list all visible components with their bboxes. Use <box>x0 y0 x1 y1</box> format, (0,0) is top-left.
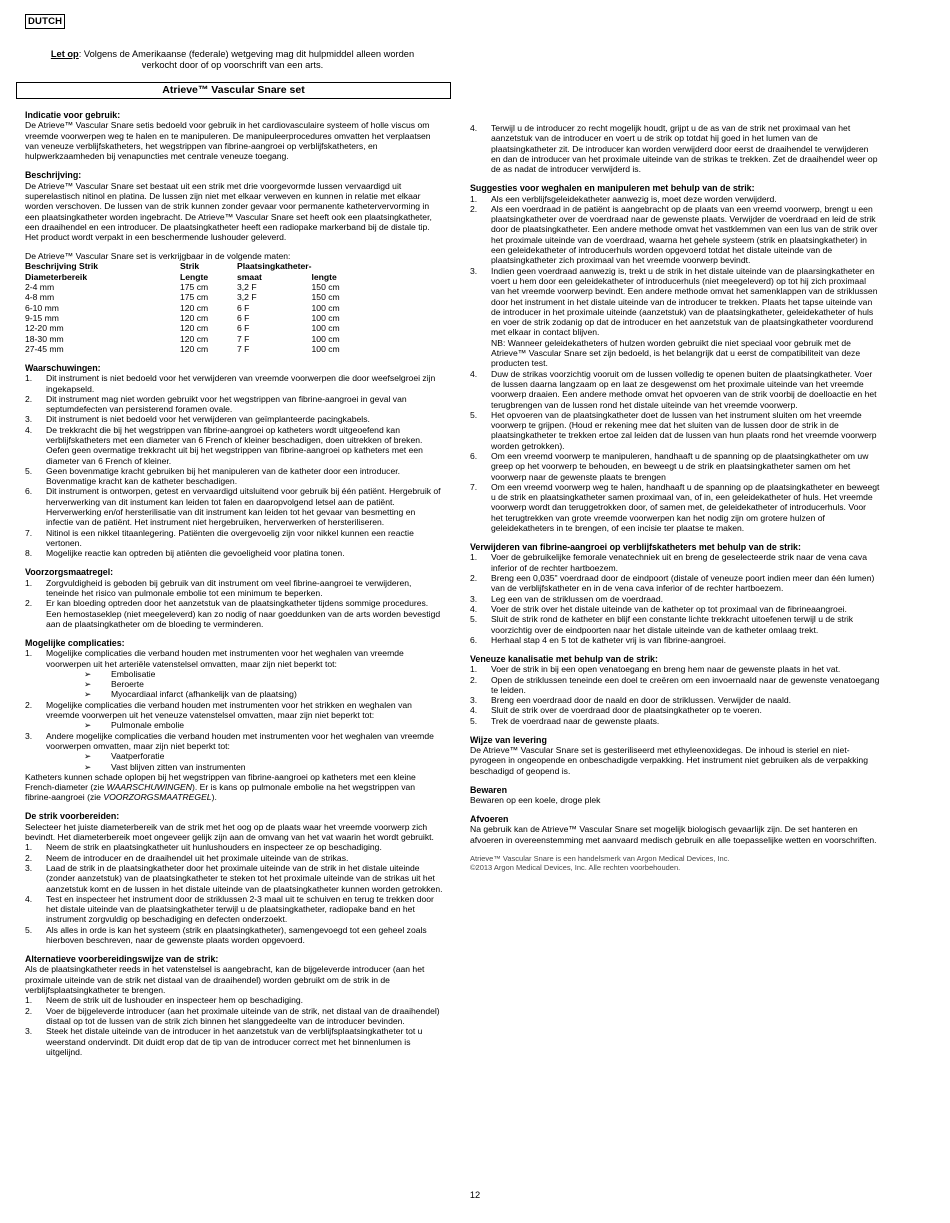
bullet-item <box>84 720 443 730</box>
arrow-bullet-icon: ➢ <box>84 679 92 690</box>
list-text: Duw de strikas voorzichtig vooruit om de lussen volledig te openen buiten de plaatsingkatheter. Voer de lussen daarna langzaam op en laat ze desgewenst om het proximale uiteinde van het vreemde voorwerp draaien. Een andere methode omvat het opvoeren van de strik voorbij de doelloactie en het terugbrengen van de lussen rond het distale uiteinde van het vreemde voorwerp. <box>491 368 877 410</box>
list-item <box>470 594 880 604</box>
table-cell: 120 cm <box>180 333 209 344</box>
list-item <box>25 995 443 1005</box>
section-heading: Beschrijving: <box>25 170 82 181</box>
column-header: Plaatsingkatheter- <box>237 261 312 272</box>
table-cell: 12-20 mm <box>25 323 64 334</box>
list-text: Sluit de strik over de voerdraad door de plaatsingkatheter op te voeren. <box>491 705 762 716</box>
bullet-item <box>84 762 443 772</box>
table-cell: 175 cm <box>180 292 209 303</box>
column-header: smaat <box>237 271 262 282</box>
section-text: De Atrieve™ Vascular Snare set bestaat uit een strik met drie voorgevormde lussen vervaardigd uit superelastisch nitinol en platina. De lussen zijn niet met elkaar verweven en kunnen in relatie met elkaar worden verschoven. De lussen van de strik kunnen zonder gevaar voor permanente kathetervervorming in een plaatsingkatheter worden ingebracht. De Atrieve™ Vascular Snare set heeft ook een plaatsingkatheter, een draaihendel en een introducer. De plaatsingkatheter heeft een radiopake markerband bij de distale tip. Het product wordt verpakt in een beschermende lushouder geleverd. <box>25 180 432 243</box>
right-column <box>470 123 880 872</box>
list-text: Om een vreemd voorwerp te manipuleren, handhaaft u de spanning op de plaatsingkatheter om uw greep op het voorwerp te behouden, en beweegt u de strik en plaatsingkatheter samen om het voorwerp naar de gewenste plaats te brengen <box>491 451 869 482</box>
section-text: Selecteer het juiste diameterbereik van de strik met het oog op de plaats waar het vreemde voorwerp zich bevindt. Het diameterbereik moet ongeveer gelijk zijn aan de omvang van het vat waarin het wordt gebruikt. <box>25 821 434 843</box>
alternative-section <box>25 954 443 1057</box>
list-item <box>25 528 443 549</box>
table-cell: 120 cm <box>180 343 209 354</box>
list-item <box>25 394 443 415</box>
bullet-text: Myocardiaal infarct (afhankelijk van de plaatsing) <box>111 689 297 700</box>
table-cell: 120 cm <box>180 312 209 323</box>
prepare-steps <box>25 842 443 945</box>
list-text: Breng een 0,035" voerdraad door de eindpoort (distale of veneuze poort indien meer dan één lumen) van de verblijfskatheter en in de vena cava inferior of de rechter hartboezem. <box>491 573 875 594</box>
list-item <box>470 705 880 715</box>
arrow-bullet-icon: ➢ <box>84 720 92 731</box>
list-number: 5. <box>470 409 478 420</box>
column-header: Lengte <box>180 271 209 282</box>
list-text: Neem de strik uit de lushouder en inspecteer hem op beschadiging. <box>46 995 304 1006</box>
list-item <box>470 614 880 635</box>
section-heading: Waarschuwingen: <box>25 362 101 373</box>
language-tag: DUTCH <box>25 14 65 29</box>
table-cell: 18-30 mm <box>25 333 64 344</box>
table-cell: 3,2 F <box>237 282 257 293</box>
list-number: 1. <box>25 995 33 1006</box>
list-number: 1. <box>25 373 33 384</box>
list-number: 3. <box>25 862 33 873</box>
list-item <box>470 482 880 533</box>
list-number: 1. <box>470 552 478 563</box>
list-number: 6. <box>470 451 478 461</box>
bullet-item <box>84 669 443 679</box>
warnings-reference: WAARSCHUWINGEN <box>106 782 192 793</box>
list-item <box>470 194 880 204</box>
fibrin-section <box>470 542 880 645</box>
list-item <box>25 853 443 863</box>
table-row <box>25 323 372 333</box>
section-text: De Atrieve™ Vascular Snare setis bedoeld voor gebruik in het cardiovasculaire systeem of holle viscus om vreemde voorwerpen weg te halen en te manipuleren. De manipuleerprocedures omvatten het verplaatsen van veneuze verblijfskatheters, het wegstrippen van fibrine-aangroei op verblijfskatheters, en hulpwerkzaamheden bij venapuncties met centrale veneuze toegang. <box>25 120 431 162</box>
precautions-section <box>25 567 443 629</box>
column-header: Beschrijving Strik <box>25 261 99 272</box>
table-row <box>25 334 372 344</box>
suggestions-list <box>470 194 880 534</box>
list-text: Als een voerdraad in de patiënt is aangebracht op de plaats van een vreemd voorwerp, brengt u een plaatsingkatheter over de voerdraad naar de gewenste plaats. Verwijder de voerdraad en leid de strik door de plaatsingkatheter. Een andere methode omvat het vastklemmen van een lus van de strik over het proximale uiteinde van de voerdraad, waarna het gehele systeem (strik en plaatsingkatheter) in een geleidekatheter of introducerhuls worden opgevoerd totdat het distale uiteinde van de plaatsingkatheter zich proximaal van het vreemde voorwerp bevindt. <box>491 203 878 266</box>
list-text: Neem de strik en plaatsingkatheter uit hunlushouders en inspecteer ze op beschadiging. <box>46 842 382 853</box>
arrow-bullet-icon: ➢ <box>84 751 92 762</box>
list-number: 1. <box>470 193 478 204</box>
list-number: 1. <box>470 664 478 675</box>
indication-section <box>25 110 443 162</box>
list-number: 3. <box>25 1026 33 1037</box>
list-text: Het opvoeren van de plaatsingkatheter doet de lussen van het instrument sluiten om het vreemde voorwerp te grijpen. (Houd er rekening mee dat het sluiten van de lussen door de strik in de plaatsingkatheter te trekken ertoe zal leiden dat de lussen van hun plaats rond het vreemde voorwerp worden getrokken). <box>491 409 877 451</box>
list-number: 2. <box>470 674 478 685</box>
list-text: Als een verblijfsgeleidekatheter aanwezig is, moet deze worden verwijderd. <box>491 193 777 204</box>
table-cell: 120 cm <box>180 323 209 334</box>
section-text: Bewaren op een koele, droge plek <box>470 795 601 806</box>
list-number: 4. <box>25 893 33 904</box>
complications-note: Katheters kunnen schade oplopen bij het wegstrippen van fibrine-aangroei op katheters met een kleine French-diameter (zie WAARSCHUWINGEN). Er is kans op pulmonale embolie na het wegstrippen van fibrine-aangroei (zie VOORZORGSMAATREGEL). <box>25 771 416 803</box>
description-section <box>25 170 443 242</box>
table-cell: 6 F <box>237 312 250 323</box>
table-header-row <box>25 261 372 271</box>
list-item <box>470 635 880 645</box>
list-number: 5. <box>470 715 478 726</box>
list-text: Terwijl u de introducer zo recht mogelijk houdt, grijpt u de as van de strik net proximaal van het aanzetstuk van de introducer en voert u de strik op totdat hij goed in het lumen van de plaatsingkatheter zit. De introducer kan worden verwijderd door eerst de draaihendel te verwijderen en dan de introducer van het proximale uiteinde van de strikas te trekken. Zet de draaihendel weer op de as nadat de introducer verwijderd is. <box>491 123 878 175</box>
list-text: Test en inspecteer het instrument door de striklussen 2-3 maal uit te schuiven en terug te trekken door het distale uiteinde van de plaatsingkatheter terwijl u de plaatsingkatheter, radiopake band en het instrument zorgvuldig op beschadiging en defecten onderzoekt. <box>46 893 434 925</box>
list-text: Laad de strik in de plaatsingkatheter door het proximale uiteinde van de strik in het distale uiteinde (zonder aanzetstuk) van de plaatsingkatheter te steken tot het proximale uiteinde van de strikas uit het aanzetstuk komt en de lussen in het distale uiteinde van de plaatsingkatheter kunnen worden getrokken. <box>46 862 443 894</box>
suggestions-section <box>470 183 880 533</box>
table-row <box>25 282 372 292</box>
list-item <box>470 266 880 369</box>
table-cell: 3,2 F <box>237 292 257 303</box>
table-header-row <box>25 272 372 282</box>
list-text: Dit instrument is niet bedoeld voor het verwijderen van geïmplanteerde pacingkabels. <box>46 414 370 425</box>
left-column <box>25 110 443 1057</box>
list-text: Voer de gebruikelijke femorale venatechniek uit en breng de geselecteerde strik naar de vena cava inferior of de rechter hartboezem. <box>491 552 867 573</box>
bullet-list <box>25 669 443 700</box>
list-text: Open de striklussen teneinde een doel te creëren om een invoernaald naar de gewenste venatoegang te leiden. <box>491 674 880 695</box>
list-item <box>25 578 443 599</box>
list-number: 3. <box>25 414 33 425</box>
trademark-line: Atrieve™ Vascular Snare is een handelsmerk van Argon Medical Devices, Inc. <box>470 853 730 863</box>
column-header: lengte <box>311 271 337 282</box>
precaution-reference: VOORZORGSMAATREGEL <box>103 792 212 803</box>
list-number: 3. <box>470 265 478 276</box>
list-number: 2. <box>25 852 33 863</box>
bullet-text: Pulmonale embolie <box>111 720 185 731</box>
table-cell: 6 F <box>237 323 250 334</box>
table-cell: 100 cm <box>311 323 340 334</box>
bullet-text: Embolisatie <box>111 668 156 679</box>
storage-section <box>470 785 880 806</box>
sizes-intro: De Atrieve™ Vascular Snare set is verkrijgbaar in de volgende maten: <box>25 251 291 262</box>
list-text: Sluit de strik rond de katheter en blijf een constante lichte trekkracht uitoefenen terwijl u de strik voorzichtig over de eindpoorten naar het distale uiteinde van de katheter omlaag trekt. <box>491 614 854 635</box>
venous-steps <box>470 664 880 726</box>
bullet-item <box>84 679 443 689</box>
list-number: 6. <box>25 486 33 497</box>
bullet-item <box>84 751 443 761</box>
list-number: 1. <box>25 842 33 853</box>
list-text: Steek het distale uiteinde van de introducer in het aanzetstuk van de verblijfsplaatsingkatheter tot u weerstand ondervindt. Dit duidt erop dat de tip van de introducer correct met het binnenlumen is uitgelijnd. <box>46 1026 423 1057</box>
arrow-bullet-icon: ➢ <box>84 689 92 700</box>
table-cell: 4-8 mm <box>25 292 55 303</box>
list-text: Breng een voerdraad door de naald en door de striklussen. Verwijder de naald. <box>491 695 792 706</box>
list-text: Herhaal stap 4 en 5 tot de katheter vrij is van fibrine-aangroei. <box>491 634 727 645</box>
list-text: Nitinol is een nikkel titaanlegering. Patiënten die overgevoelig zijn voor nikkel kunnen een reactie vertonen. <box>46 527 414 548</box>
list-item <box>470 369 880 410</box>
list-text: Als alles in orde is kan het systeem (strik en plaatsingkatheter), samengevoegd tot een geheel zoals hierboven beschreven, naar de gewenste plaats worden opgevoerd. <box>46 924 427 946</box>
list-item <box>25 894 443 925</box>
list-text: Andere mogelijke complicaties die verband houden met instrumenten voor het weghalen van vreemde voorwerpen omvatten, maar zijn niet beperkt tot: <box>46 730 434 751</box>
list-text: Voer de strik over het distale uiteinde van de katheter op tot proximaal van de fibrineaangroei. <box>491 603 847 614</box>
table-cell: 150 cm <box>311 292 340 303</box>
sizes-section <box>25 251 443 354</box>
section-heading: Bewaren <box>470 784 507 795</box>
list-number: 2. <box>25 598 33 609</box>
bullet-text: Vast blijven zitten van instrumenten <box>111 761 246 772</box>
table-cell: 7 F <box>237 333 250 344</box>
list-text: Mogelijke complicaties die verband houden met instrumenten voor het weghalen van vreemde voorwerpen uit het arteriële vatenstelsel omvatten, maar zijn niet beperkt tot: <box>46 648 404 669</box>
list-number: 2. <box>25 1005 33 1016</box>
list-text: Mogelijke reactie kan optreden bij atiënten die gevoeligheid voor platina tonen. <box>46 548 345 559</box>
list-item <box>470 573 880 594</box>
list-number: 5. <box>470 614 478 625</box>
section-heading: Afvoeren <box>470 814 509 825</box>
list-item <box>25 414 443 424</box>
list-item <box>25 731 443 752</box>
legal-notice <box>40 49 425 71</box>
list-item <box>25 425 443 466</box>
table-cell: 6 F <box>237 302 250 313</box>
column-header: Strik <box>180 261 200 272</box>
table-cell: 100 cm <box>311 343 340 354</box>
section-text: Als de plaatsingkatheter reeds in het vatenstelsel is aangebracht, kan de bijgeleverde introducer (aan het proximale uiteinde van de strik net distaal van de draaihendel) worden gebruikt om de strik in de verblijfsplaatsingkatheter te brengen. <box>25 964 425 996</box>
delivery-section <box>470 735 880 776</box>
list-text: Dit instrument is niet bedoeld voor het verwijderen van vreemde voorwerpen die door weefselgroei zijn ingekapseld. <box>46 373 436 394</box>
prepare-section <box>25 811 443 945</box>
list-text: Mogelijke complicaties die verband houden met instrumenten voor het strikken en weghalen van vreemde voorwerpen uit het veneuze vatenstelsel omvatten, maar zijn niet beperkt tot: <box>46 699 412 721</box>
table-cell: 175 cm <box>180 282 209 293</box>
list-item <box>25 925 443 946</box>
list-text: Leg een van de striklussen om de voerdraad. <box>491 593 663 604</box>
section-heading: Voorzorgsmaatregel: <box>25 567 114 578</box>
list-text: Indien geen voerdraad aanwezig is, trekt u de strik in het distale uiteinde van de plaarsingkatheter en voert u hem door een geleidekatheter of introducerhuls (niet meegeleverd) op tot hij zich proximaal van het vreemde voorwerp bevindt. Een andere methode omvat het samenklappen van de striklussen door het instrument in het distale uiteinde van de introducer te trekken. Plaats het tapse uiteinde van de introducer in het proximale uiteinde (aanzetstuk) van de plaatsingkatheter, geleidekatheter of huls en voer de strik zodanig op dat de introducer en het aanzetstuk van de plaatsingkatheter voordurend met elkaar in contact blijven. <box>491 265 878 338</box>
list-text: De trekkracht die bij het wegstrippen van fibrine-aangroei op katheters wordt uitgeoefend kan verblijfskatheters met een diameter van 6 French of kleiner beschadigen, doen uitrekken of breken. Oefen geen overmatige trekkracht uit bij het wegstrippen van fibrine-aangroei op katheters met een diameter van 6 French of kleiner. <box>46 424 423 466</box>
precautions-list <box>25 578 443 629</box>
list-text: Er kan bloeding optreden door het aanzetstuk van de plaatsingkatheter tijdens sommige procedures. Een hemostaseklep (niet meegeleverd) kan zo nodig of naar goeddunken van de arts worden bevestigd aan de plaatsingkatheter om de bloeding te verminderen. <box>46 598 441 629</box>
list-item <box>25 598 443 629</box>
list-text: Voer de bijgeleverde introducer (aan het proximale uiteinde van de strik, net distaal van de draaihendel) distaal op tot de lussen van de strik zich binnen het slanggedeelte van de introducer bevinden. <box>46 1005 440 1026</box>
disposal-section <box>470 814 880 845</box>
document-title: Atrieve™ Vascular Snare set <box>16 82 451 99</box>
list-number: 7. <box>25 527 33 538</box>
list-item <box>470 664 880 674</box>
list-number: 3. <box>25 730 33 741</box>
section-heading: Wijze van levering <box>470 734 547 745</box>
arrow-bullet-icon: ➢ <box>84 668 92 679</box>
list-item <box>470 716 880 726</box>
warnings-section <box>25 363 443 559</box>
section-text: Na gebruik kan de Atrieve™ Vascular Snare set mogelijk biologisch gevaarlijk zijn. De set hanteren en afvoeren in overeenstemming met aanvaard medisch gebruik en alle toepasselijke wetten en voorschriften. <box>470 824 877 845</box>
list-text: Dit instrument is ontworpen, getest en vervaardigd uitsluitend voor gebruik bij één patiënt. Hergebruik of herverwerking van dit instument kan leiden tot falen en daaropvolgend letsel aan de patiënt. Herverwerking en/of hersterilisatie van dit instrument kan leiden tot het gevaar van besmetting en infectie van de patiënt. Het instrument niet hergebruiken, herverwerken of hersteriliseren. <box>46 486 441 528</box>
column-header: Diameterbereik <box>25 271 88 282</box>
list-item <box>470 695 880 705</box>
list-number: 3. <box>470 593 478 604</box>
section-heading: Mogelijke complicaties: <box>25 637 125 648</box>
list-number: 5. <box>25 924 33 935</box>
section-heading: Verwijderen van fibrine-aangroei op verblijfskatheters met behulp van de strik: <box>470 542 801 553</box>
list-number: 4. <box>470 705 478 716</box>
section-heading: Indicatie voor gebruik: <box>25 110 121 120</box>
list-number: 4. <box>470 123 478 133</box>
table-cell: 150 cm <box>311 282 340 293</box>
alternative-steps-continued <box>470 123 880 174</box>
section-heading: De strik voorbereiden: <box>25 811 120 822</box>
arrow-bullet-icon: ➢ <box>84 761 92 772</box>
table-cell: 27-45 mm <box>25 343 64 354</box>
warnings-list <box>25 373 443 558</box>
bullet-text: Beroerte <box>111 679 144 690</box>
list-number: 1. <box>25 648 33 659</box>
list-number: 4. <box>25 424 33 435</box>
list-text: Neem de introducer en de draaihendel uit het proximale uiteinde van de strikas. <box>46 852 349 863</box>
page-number: 12 <box>469 1190 481 1200</box>
table-cell: 100 cm <box>311 333 340 344</box>
table-cell: 100 cm <box>311 302 340 313</box>
list-number: 1. <box>25 577 33 588</box>
list-item <box>25 466 443 487</box>
list-item <box>470 604 880 614</box>
section-heading: Alternatieve voorbereidingswijze van de strik: <box>25 954 219 965</box>
list-item <box>25 700 443 721</box>
list-text: NB: Wanneer geleidekatheters of hulzen worden gebruikt die niet speciaal voor gebruik met de Atrieve™ Vascular Snare set zijn bedoeld, is het belangrijk dat u eerst de compatibiliteit van deze producten test. <box>491 337 861 369</box>
table-cell: 2-4 mm <box>25 282 55 293</box>
list-number: 4. <box>470 368 478 379</box>
list-number: 2. <box>470 573 478 584</box>
list-number: 7. <box>470 481 478 492</box>
table-cell: 100 cm <box>311 312 340 323</box>
list-text: Geen bovenmatige kracht gebruiken bij het manipuleren van de katheter door een introducer. Bovenmatige kracht kan de katheter beschadigen. <box>46 465 401 487</box>
legal-notice-text: : Volgens de Amerikaanse (federale) wetgeving mag dit hulpmiddel alleen worden verkocht door of op voorschrift van een arts. <box>78 49 415 70</box>
alternative-steps <box>25 995 443 1057</box>
list-number: 2. <box>470 203 478 214</box>
column-header <box>312 261 372 271</box>
list-item <box>25 373 443 394</box>
list-item <box>470 123 880 174</box>
list-item <box>25 548 443 558</box>
list-text: Om een vreemd voorwerp weg te halen, handhaaft u de spanning op de plaatsingkatheter en beweegt u de strik en plaatsingkatheter samen proximaal van, of in, een geleidekatheter of huls. Het vreemde voorwerp wordt dan teruggetrokken door, of samen met, de geleidekatheter of introducerhuls. Voor het terugtrekken van grote vreemde voorwerpen kan het nodig zijn om grotere hulzen of geleidekatheters in te brengen, of een incisie ter plaatse te maken. <box>491 481 880 534</box>
table-cell: 6-10 mm <box>25 302 59 313</box>
trademark-notice <box>470 854 880 872</box>
list-number: 2. <box>25 393 33 404</box>
list-item <box>25 842 443 852</box>
list-item <box>25 1006 443 1027</box>
alternative-continued <box>470 123 880 174</box>
bullet-item <box>84 689 443 699</box>
list-item <box>470 451 880 482</box>
section-heading: Suggesties voor weghalen en manipuleren met behulp van de strik: <box>470 183 755 194</box>
list-item <box>470 552 880 573</box>
fibrin-steps <box>470 552 880 645</box>
table-row <box>25 303 372 313</box>
list-item <box>25 486 443 527</box>
list-text: Dit instrument mag niet worden gebruikt voor het wegstrippen van fibrine-aangroei in geval van septumdefecten van persisterend foramen ovale. <box>46 393 407 415</box>
table-cell: 9-15 mm <box>25 312 59 323</box>
list-item <box>470 204 880 266</box>
list-number: 5. <box>25 465 33 476</box>
list-item <box>25 648 443 669</box>
list-number: 6. <box>470 634 478 645</box>
table-row <box>25 344 372 354</box>
list-number: 8. <box>25 548 33 559</box>
section-heading: Veneuze kanalisatie met behulp van de strik: <box>470 653 658 664</box>
table-row <box>25 292 372 302</box>
list-item <box>25 1026 443 1057</box>
section-text: De Atrieve™ Vascular Snare set is gesteriliseerd met ethyleenoxidegas. De inhoud is steriel en niet-pyrogeen in ongeopende en onbeschadigde verpakking. Het instrument niet gebruiken als de verpakking beschadigd of geopend is. <box>470 745 868 776</box>
legal-notice-label: Let op <box>50 49 79 59</box>
table-cell: 7 F <box>237 343 250 354</box>
list-text: Voer de strik in bij een open venatoegang en breng hem naar de gewenste plaats in het vat. <box>491 664 841 675</box>
table-cell: 120 cm <box>180 302 209 313</box>
list-number: 3. <box>470 695 478 706</box>
list-item <box>470 675 880 696</box>
complications-section <box>25 638 443 803</box>
complications-list <box>25 648 443 772</box>
table-row <box>25 313 372 323</box>
venous-section <box>470 654 880 726</box>
list-item <box>470 410 880 451</box>
bullet-list <box>25 751 443 772</box>
list-number: 4. <box>470 603 478 614</box>
list-text: Trek de voerdraad naar de gewenste plaats. <box>491 715 660 726</box>
bullet-text: Vaatperforatie <box>111 751 165 762</box>
list-number: 2. <box>25 699 33 710</box>
copyright-line: ©2013 Argon Medical Devices, Inc. Alle rechten voorbehouden. <box>470 862 681 872</box>
sizes-table <box>25 261 372 354</box>
bullet-list <box>25 720 443 730</box>
list-text: Zorgvuldigheid is geboden bij gebruik van dit instrument om veel fibrine-aangroei te verwijderen, teneinde het risico van pulmonale embolie tot een minimum te beperken. <box>46 577 412 598</box>
list-item <box>25 863 443 894</box>
